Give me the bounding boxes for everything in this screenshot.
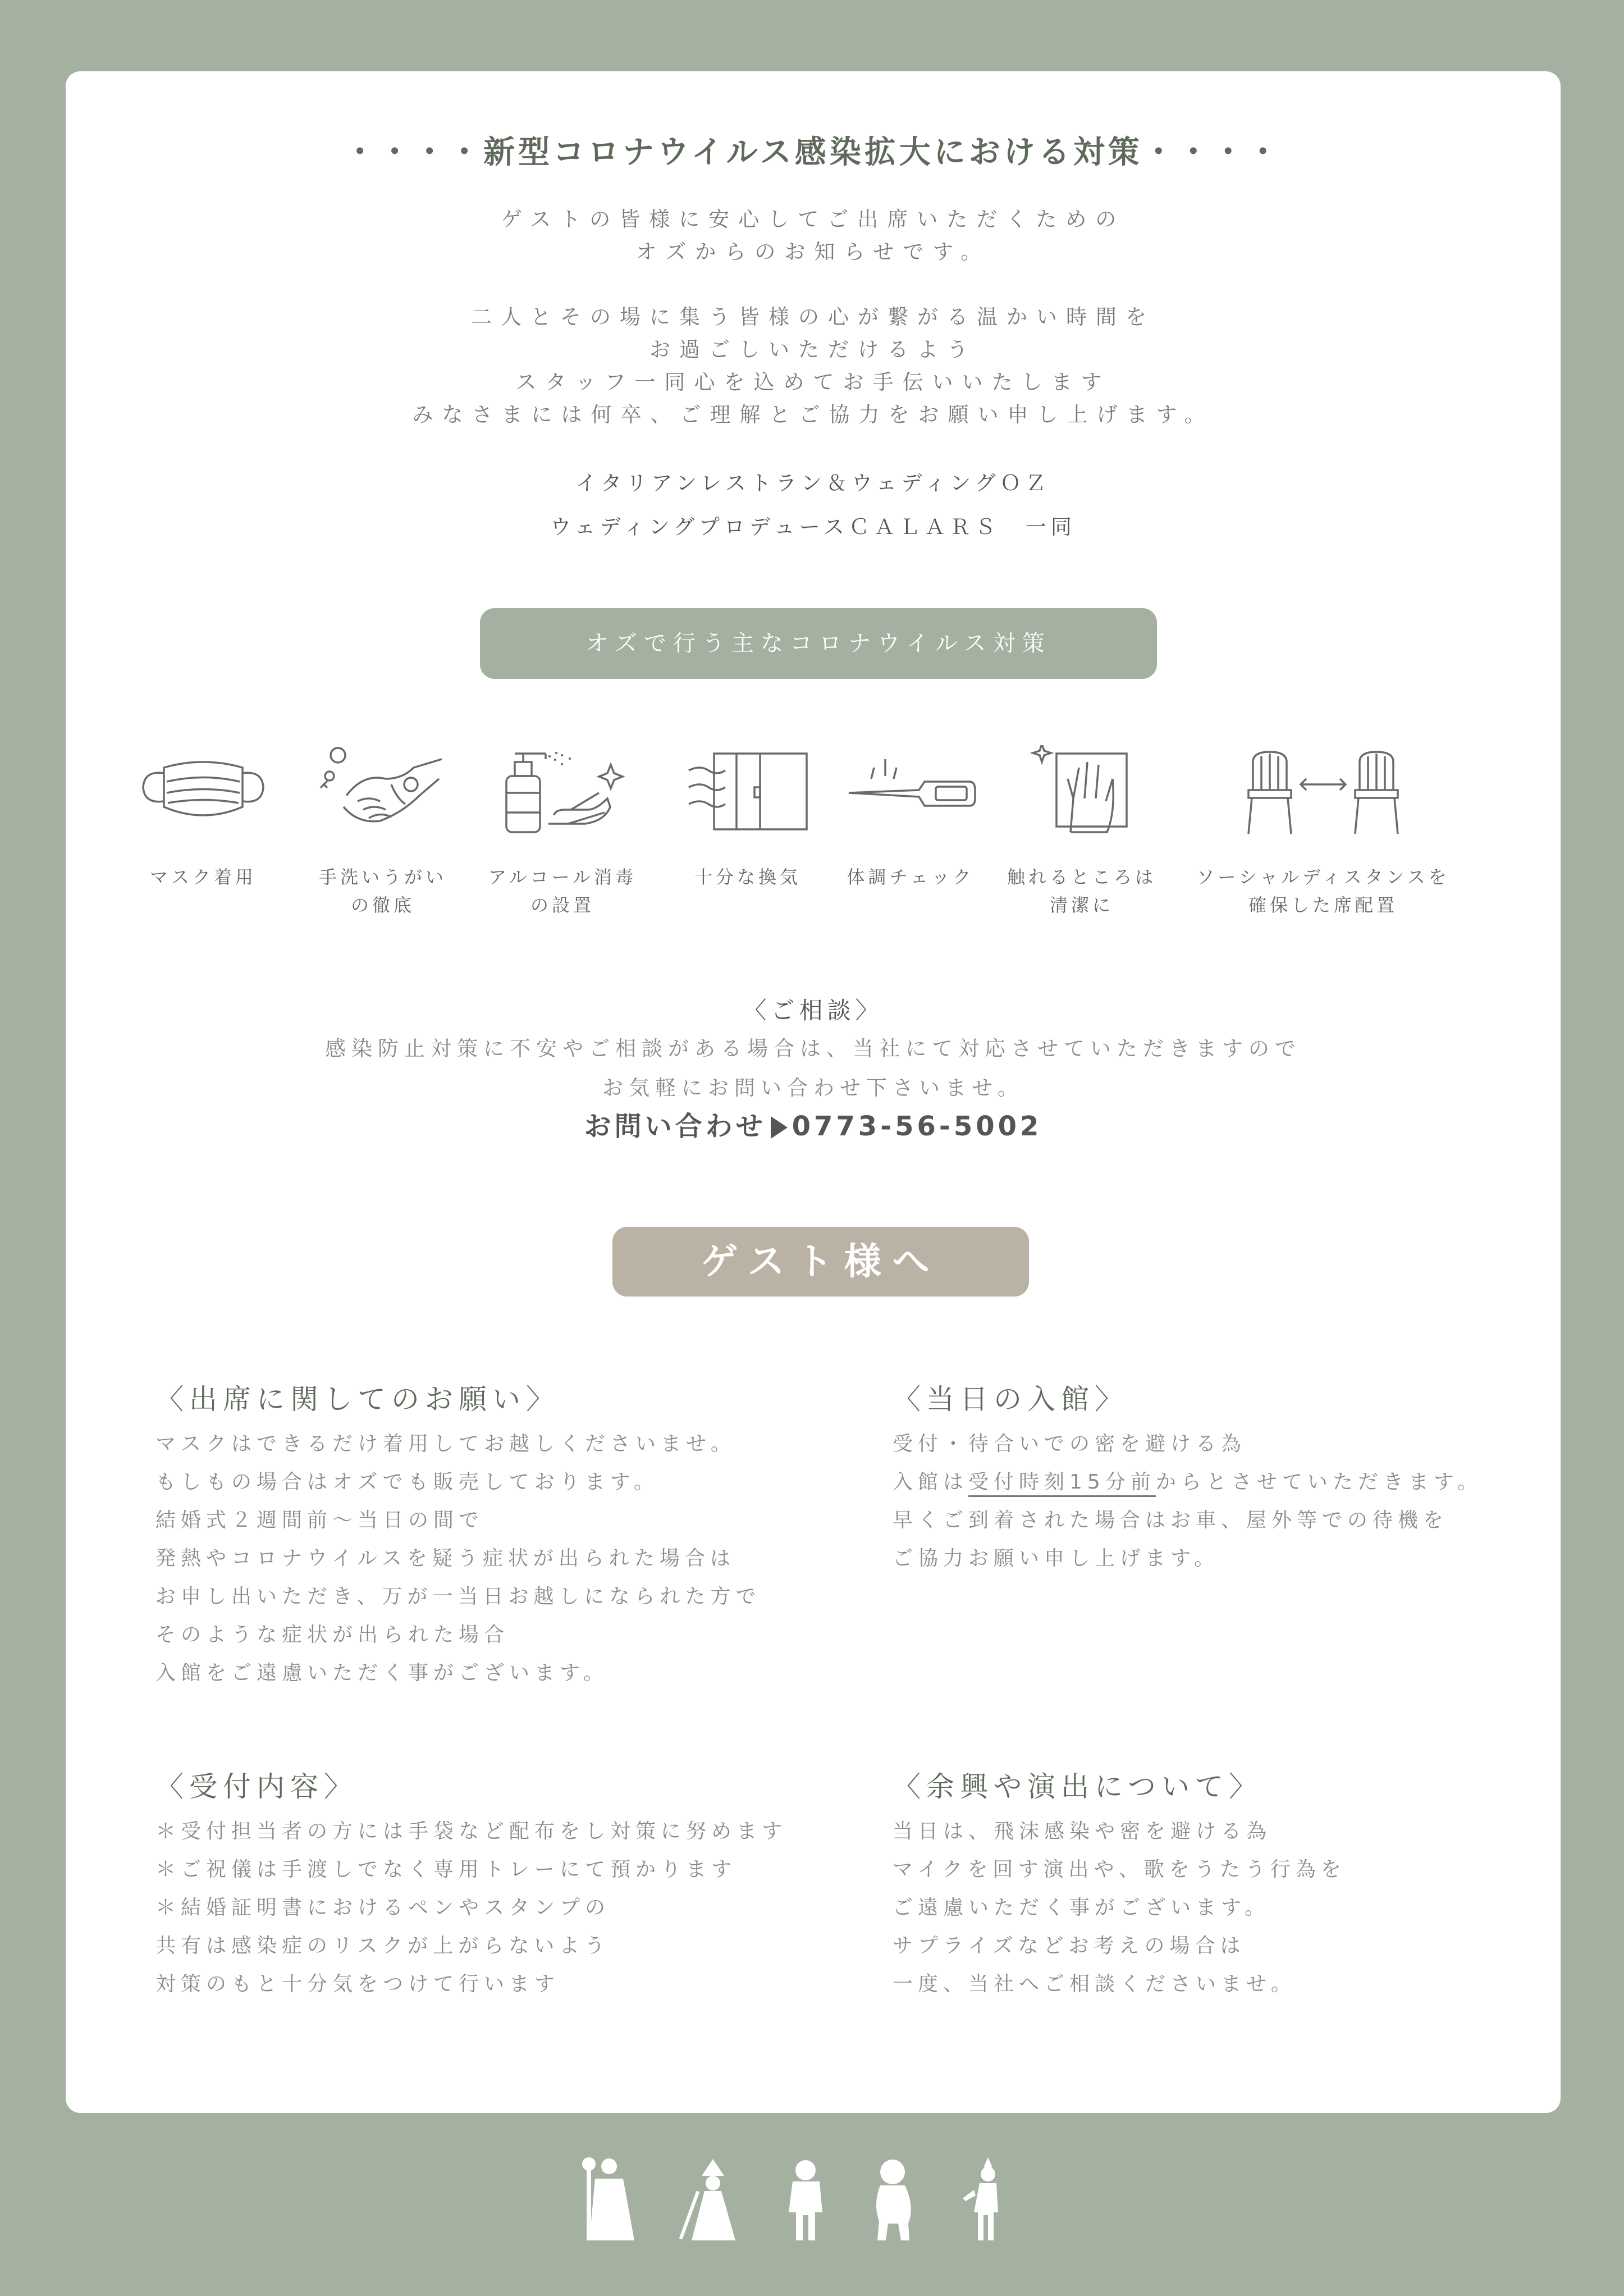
section-line: もしもの場合はオズでも販売しております。 [155,1471,659,1494]
wizard-silhouette-icon [582,2157,634,2240]
section-line: 入館をご遠慮いただく事がございます。 [155,1661,609,1685]
contact-line [66,1104,1561,1143]
play-arrow-icon [771,1116,788,1139]
consult-heading: 〈ご相談〉 [743,997,884,1024]
page-title: ・・・・新型コロナウイルス感染拡大における対策・・・・ [344,134,1282,171]
witch-silhouette-icon [679,2159,735,2240]
section-line: 共有は感染症のリスクが上がらないよう [155,1934,610,1957]
sanitizer-icon [492,745,633,835]
section-line: ご協力お願い申し上げます。 [893,1547,1220,1570]
section-heading: 〈出席に関してのお願い〉 [155,1383,560,1416]
entertainment-section [893,1764,1566,2003]
measure-item [1188,745,1458,919]
section-line: ＊結婚証明書におけるペンやスタンプの [155,1896,611,1919]
measures-heading: オズで行う主なコロナウイルス対策 [480,608,1157,679]
section-line: 受付・待合いでの密を避ける為 [893,1432,1247,1455]
section-line: 早くご到着された場合はお車、屋外等での待機を [893,1509,1449,1532]
section-line: ご遠慮いただく事がございます。 [893,1896,1270,1919]
tin-man-silhouette-icon [963,2157,998,2240]
section-line: 対策のもと十分気をつけて行います [155,1973,560,1996]
section-heading: 〈受付内容〉 [155,1770,358,1803]
section-line: ＊ご祝儀は手渡しでなく専用トレーにて預かります [155,1858,737,1881]
thermometer-icon [840,745,981,835]
measure-item [678,745,818,891]
signature-line: イタリアンレストラン＆ウェディングＯＺ [575,471,1051,495]
measure-item [998,745,1166,919]
lion-silhouette-icon [876,2160,911,2240]
section-line: マイクを回す演出や、歌をうたう行為を [893,1858,1346,1881]
section-line: 当日は、飛沫感染や密を避ける為 [893,1820,1272,1843]
section-line: 発熱やコロナウイルスを疑う症状が出られた場合は [155,1547,735,1570]
measure-item [122,745,285,891]
consult-text [66,1029,1561,1108]
measure-label: ソーシャルディスタンスを 確保した席配置 [1196,866,1450,916]
consult-line: お気軽にお問い合わせ下さいませ。 [602,1076,1024,1100]
measure-label: 手洗いうがい の徹底 [318,866,447,916]
attendance-section [155,1377,829,1692]
entry-text: からとさせていただきます。 [1155,1471,1483,1494]
wipe-surface-icon [1012,745,1152,835]
mask-icon [133,745,273,835]
ventilation-icon [683,745,812,835]
consult-line: 感染防止対策に不安やご相談がある場合は、当社にて対応させていただきますので [325,1037,1301,1061]
measure-item [481,745,644,919]
intro-line: みなさまには何卒、ご理解とご協力をお願い申し上げます。 [412,403,1214,427]
intro-text [66,203,1561,464]
measure-label: 十分な換気 [694,866,801,888]
section-line: マスクはできるだけ着用してお越しくださいませ。 [155,1432,736,1455]
measure-item [301,745,464,919]
measures-icons [66,745,1561,936]
section-line: お申し出いただき、万が一当日お越しになられた方で [155,1585,761,1608]
signature [66,462,1561,549]
entry-time-highlight: 受付時刻15分前 [968,1471,1156,1497]
section-line: 一度、当社へご相談くださいませ。 [893,1973,1296,1996]
reception-section [155,1764,829,2003]
section-line: ＊受付担当者の方には手袋など配布をし対策に努めます [155,1820,788,1843]
hand-wash-icon [313,745,453,835]
measure-label: 体調チェック [847,866,975,888]
phone-number[interactable]: 0773-56-5002 [792,1111,1042,1142]
intro-line: オズからのお知らせです。 [635,240,991,264]
notice-card [66,71,1561,2113]
intro-line: ゲストの皆様に安心してご出席いただくための [501,207,1126,231]
signature-line: ウェディングプロデュースＣＡＬＡＲＳ 一同 [550,515,1076,539]
guest-heading: ゲスト様へ [612,1227,1029,1297]
entry-section [893,1377,1566,1578]
measure-label: マスク着用 [149,866,257,888]
section-line: そのような症状が出られた場合 [155,1623,510,1646]
scarecrow-silhouette-icon [789,2160,822,2240]
intro-line: お過ごしいただけるよう [649,337,977,362]
measure-label: アルコール消毒 の設置 [488,866,637,916]
intro-line: スタッフ一同心を込めてお手伝いいたします [515,370,1111,394]
measure-label: 触れるところは 清潔に [1007,866,1156,916]
character-silhouettes [0,2156,1624,2246]
measure-item [835,745,986,891]
section-heading: 〈当日の入館〉 [893,1383,1128,1416]
section-line: サプライズなどお考えの場合は [893,1934,1246,1957]
section-heading: 〈余興や演出について〉 [893,1770,1262,1803]
intro-line: 二人とその場に集う皆様の心が繋がる温かい時間を [471,305,1155,329]
section-line: 結婚式２週間前～当日の間で [155,1509,484,1532]
contact-label: お問い合わせ [584,1111,766,1142]
distanced-chairs-icon [1242,745,1405,835]
section-line [893,1463,1566,1501]
entry-text: 入館は [893,1471,969,1494]
